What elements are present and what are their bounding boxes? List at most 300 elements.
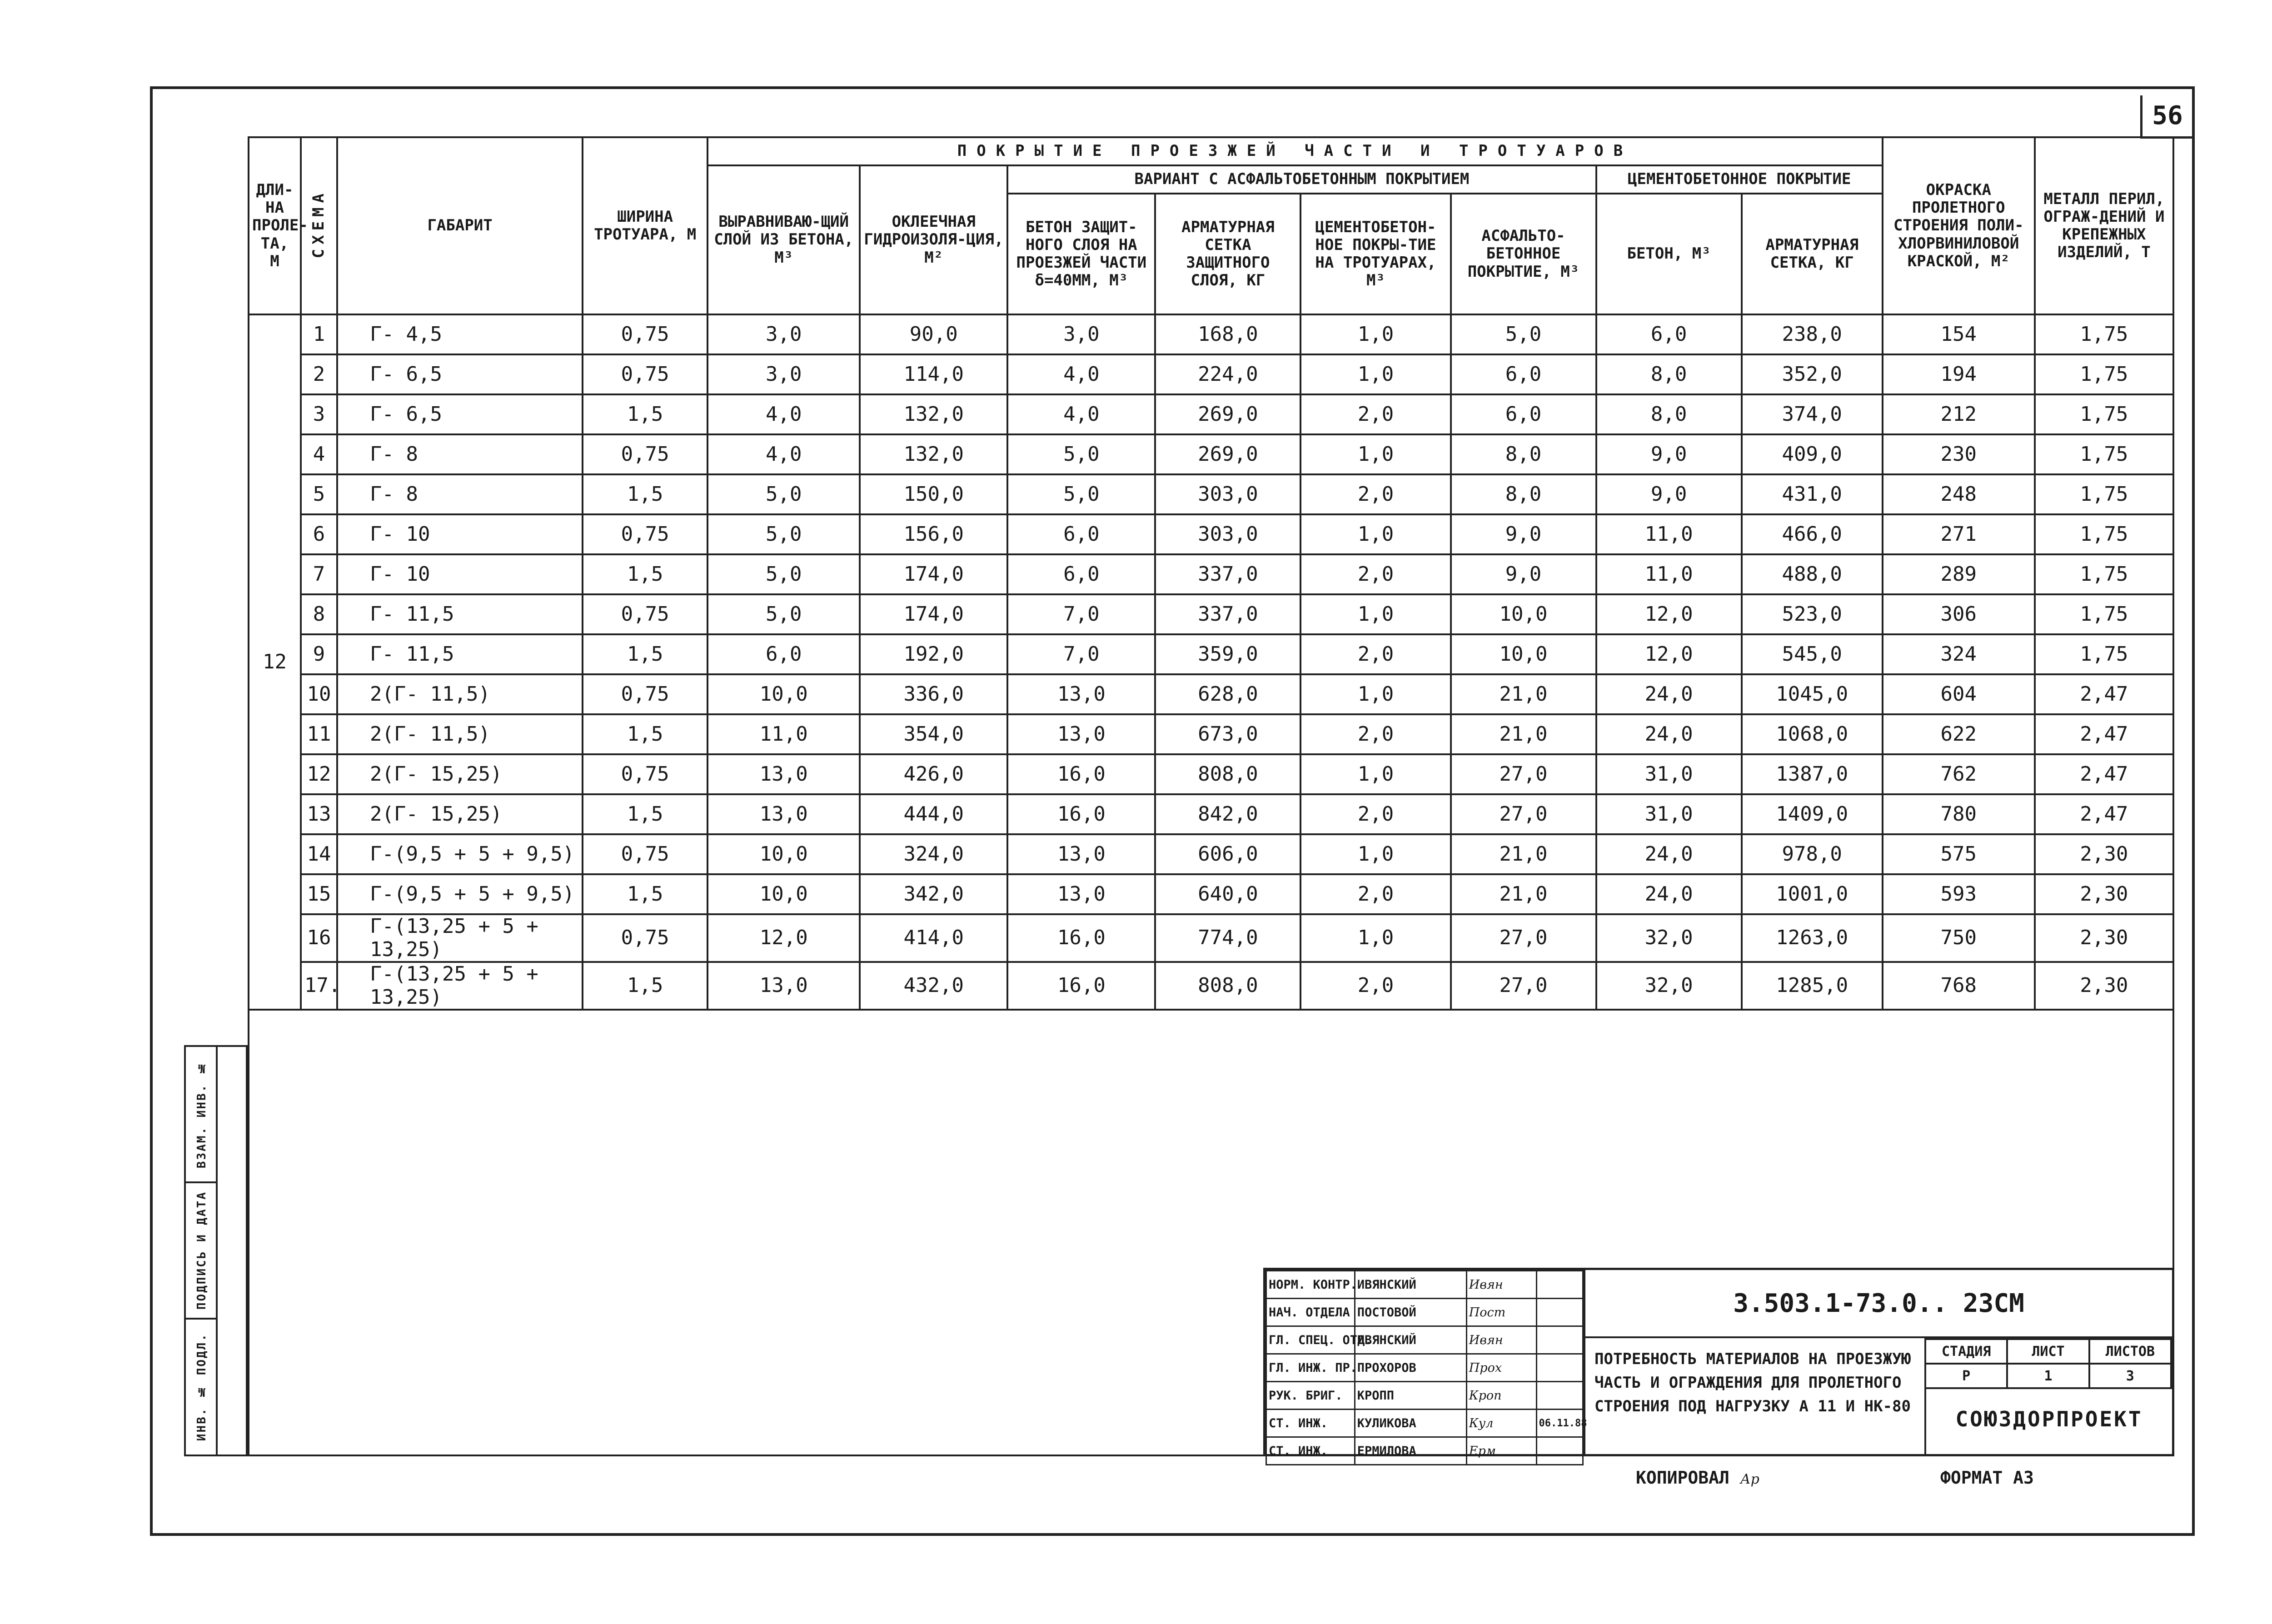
value-cell: 1,5	[583, 874, 708, 914]
approval-signature: Ивян	[1466, 1326, 1536, 1354]
approval-name: КРОПП	[1355, 1382, 1466, 1410]
value-cell: 5,0	[708, 594, 860, 634]
value-cell: 9,0	[1596, 474, 1742, 514]
approval-role: РУК. БРИГ.	[1266, 1382, 1355, 1410]
value-cell: 10,0	[708, 874, 860, 914]
sheet-label: ЛИСТ	[2007, 1339, 2089, 1364]
value-cell: 303,0	[1155, 514, 1300, 554]
value-cell: 409,0	[1742, 434, 1883, 474]
header-coverage-group: ПОКРЫТИЕ ПРОЕЗЖЕЙ ЧАСТИ И ТРОТУАРОВ	[708, 137, 1883, 165]
gabarit-cell: Г- 10	[337, 554, 583, 594]
header-protective-concrete: БЕТОН ЗАЩИТ-НОГО СЛОЯ НА ПРОЕЗЖЕЙ ЧАСТИ δ=40ММ, М³	[1007, 194, 1155, 314]
approval-signature: Ивян	[1466, 1271, 1536, 1299]
value-cell: 1263,0	[1742, 914, 1883, 962]
sheets-value: 3	[2089, 1364, 2171, 1388]
header-waterproofing: ОКЛЕЕЧНАЯ ГИДРОИЗОЛЯ-ЦИЯ, М²	[860, 165, 1007, 314]
row-number: 12	[301, 754, 337, 794]
value-cell: 1,5	[583, 794, 708, 834]
value-cell: 7,0	[1007, 634, 1155, 674]
document-code: 3.503.1-73.0.. 23СМ	[1584, 1270, 2172, 1338]
value-cell: 606,0	[1155, 834, 1300, 874]
value-cell: 593	[1883, 874, 2035, 914]
table-row	[249, 834, 2173, 874]
row-number: 10	[301, 674, 337, 714]
value-cell: 1,5	[583, 962, 708, 1010]
header-painting: ОКРАСКА ПРОЛЕТНОГО СТРОЕНИЯ ПОЛИ-ХЛОРВИНИЛОВОЙ КРАСКОЙ, М²	[1883, 137, 2035, 314]
approval-signature: Кроп	[1466, 1382, 1536, 1410]
table-row	[249, 874, 2173, 914]
value-cell: 269,0	[1155, 434, 1300, 474]
approval-row	[1266, 1382, 1583, 1410]
gabarit-cell: 2(Г- 15,25)	[337, 794, 583, 834]
stamp-cell-inventory: ИНВ. № ПОДЛ.	[195, 1333, 209, 1441]
value-cell: 808,0	[1155, 754, 1300, 794]
value-cell: 13,0	[708, 962, 860, 1010]
value-cell: 13,0	[708, 794, 860, 834]
value-cell: 24,0	[1596, 714, 1742, 754]
value-cell: 5,0	[708, 554, 860, 594]
value-cell: 0,75	[583, 754, 708, 794]
value-cell: 0,75	[583, 314, 708, 354]
value-cell: 16,0	[1007, 754, 1155, 794]
value-cell: 5,0	[1007, 474, 1155, 514]
value-cell: 324,0	[860, 834, 1007, 874]
value-cell: 1,5	[583, 394, 708, 434]
value-cell: 6,0	[1007, 554, 1155, 594]
value-cell: 2,0	[1300, 634, 1450, 674]
value-cell: 1,0	[1300, 914, 1450, 962]
value-cell: 1,0	[1300, 674, 1450, 714]
header-metal: МЕТАЛЛ ПЕРИЛ, ОГРАЖ-ДЕНИЙ И КРЕПЕЖНЫХ ИЗДЕЛИЙ, Т	[2035, 137, 2173, 314]
value-cell: 230	[1883, 434, 2035, 474]
value-cell: 168,0	[1155, 314, 1300, 354]
value-cell: 2,0	[1300, 714, 1450, 754]
value-cell: 5,0	[1007, 434, 1155, 474]
value-cell: 11,0	[1596, 554, 1742, 594]
value-cell: 7,0	[1007, 594, 1155, 634]
header-scheme: СХЕМА	[301, 137, 337, 314]
value-cell: 1409,0	[1742, 794, 1883, 834]
row-number: 3	[301, 394, 337, 434]
approval-name: ПОСТОВОЙ	[1355, 1299, 1466, 1326]
gabarit-cell: Г- 6,5	[337, 394, 583, 434]
approval-date	[1536, 1299, 1583, 1326]
value-cell: 27,0	[1451, 754, 1596, 794]
value-cell: 174,0	[860, 594, 1007, 634]
table-row	[249, 354, 2173, 394]
value-cell: 306	[1883, 594, 2035, 634]
value-cell: 4,0	[708, 434, 860, 474]
table-row	[249, 474, 2173, 514]
value-cell: 0,75	[583, 674, 708, 714]
value-cell: 336,0	[860, 674, 1007, 714]
value-cell: 4,0	[1007, 354, 1155, 394]
value-cell: 1,5	[583, 634, 708, 674]
value-cell: 192,0	[860, 634, 1007, 674]
paper-format: ФОРМАТ А3	[1940, 1468, 2034, 1488]
value-cell: 1,75	[2035, 514, 2173, 554]
value-cell: 8,0	[1596, 354, 1742, 394]
value-cell: 24,0	[1596, 674, 1742, 714]
value-cell: 2,30	[2035, 914, 2173, 962]
row-number: 9	[301, 634, 337, 674]
value-cell: 324	[1883, 634, 2035, 674]
table-row	[249, 514, 2173, 554]
header-sidewalk-width: ШИРИНА ТРОТУАРА, М	[583, 137, 708, 314]
value-cell: 2,0	[1300, 474, 1450, 514]
value-cell: 10,0	[708, 674, 860, 714]
value-cell: 32,0	[1596, 962, 1742, 1010]
value-cell: 978,0	[1742, 834, 1883, 874]
value-cell: 6,0	[708, 634, 860, 674]
approval-signature: Прох	[1466, 1354, 1536, 1382]
value-cell: 0,75	[583, 594, 708, 634]
value-cell: 10,0	[708, 834, 860, 874]
stage-label: СТАДИЯ	[1925, 1339, 2007, 1364]
copied-signature: Ар	[1740, 1471, 1759, 1487]
approval-date	[1536, 1271, 1583, 1299]
value-cell: 12,0	[1596, 634, 1742, 674]
approval-row	[1266, 1437, 1583, 1465]
value-cell: 9,0	[1596, 434, 1742, 474]
organization-name: СОЮЗДОРПРОЕКТ	[1924, 1384, 2172, 1454]
value-cell: 10,0	[1451, 594, 1596, 634]
value-cell: 1,0	[1300, 754, 1450, 794]
value-cell: 16,0	[1007, 794, 1155, 834]
value-cell: 342,0	[860, 874, 1007, 914]
value-cell: 114,0	[860, 354, 1007, 394]
value-cell: 24,0	[1596, 874, 1742, 914]
value-cell: 774,0	[1155, 914, 1300, 962]
row-number: 6	[301, 514, 337, 554]
value-cell: 27,0	[1451, 794, 1596, 834]
table-row	[249, 634, 2173, 674]
value-cell: 224,0	[1155, 354, 1300, 394]
row-number: 13	[301, 794, 337, 834]
approval-role: СТ. ИНЖ.	[1266, 1410, 1355, 1437]
value-cell: 289	[1883, 554, 2035, 594]
row-number: 7	[301, 554, 337, 594]
gabarit-cell: 2(Г- 15,25)	[337, 754, 583, 794]
value-cell: 8,0	[1451, 434, 1596, 474]
value-cell: 27,0	[1451, 962, 1596, 1010]
value-cell: 640,0	[1155, 874, 1300, 914]
span-value: 12	[249, 314, 301, 1010]
value-cell: 1285,0	[1742, 962, 1883, 1010]
table-row	[249, 794, 2173, 834]
gabarit-cell: Г-(13,25 + 5 + 13,25)	[337, 914, 583, 962]
approval-role: СТ. ИНЖ.	[1266, 1437, 1355, 1465]
value-cell: 11,0	[1596, 514, 1742, 554]
value-cell: 0,75	[583, 834, 708, 874]
value-cell: 3,0	[1007, 314, 1155, 354]
value-cell: 2,30	[2035, 874, 2173, 914]
value-cell: 10,0	[1451, 634, 1596, 674]
value-cell: 1,75	[2035, 554, 2173, 594]
approval-signature: Пост	[1466, 1299, 1536, 1326]
value-cell: 21,0	[1451, 714, 1596, 754]
value-cell: 6,0	[1007, 514, 1155, 554]
value-cell: 2,47	[2035, 714, 2173, 754]
value-cell: 808,0	[1155, 962, 1300, 1010]
value-cell: 31,0	[1596, 794, 1742, 834]
approval-date	[1536, 1382, 1583, 1410]
value-cell: 4,0	[708, 394, 860, 434]
stage-table	[1924, 1338, 2172, 1389]
approval-role: НАЧ. ОТДЕЛА	[1266, 1299, 1355, 1326]
gabarit-cell: Г- 11,5	[337, 634, 583, 674]
header-leveling-layer: ВЫРАВНИВАЮ-ЩИЙ СЛОЙ ИЗ БЕТОНА, М³	[708, 165, 860, 314]
row-number: 2	[301, 354, 337, 394]
value-cell: 1,75	[2035, 394, 2173, 434]
gabarit-cell: Г-(9,5 + 5 + 9,5)	[337, 834, 583, 874]
header-cement-sidewalk: ЦЕМЕНТОБЕТОН-НОЕ ПОКРЫ-ТИЕ НА ТРОТУАРАХ, М³	[1300, 194, 1450, 314]
value-cell: 432,0	[860, 962, 1007, 1010]
approval-date	[1536, 1437, 1583, 1465]
value-cell: 2,47	[2035, 794, 2173, 834]
value-cell: 374,0	[1742, 394, 1883, 434]
value-cell: 1068,0	[1742, 714, 1883, 754]
value-cell: 1,5	[583, 474, 708, 514]
value-cell: 1387,0	[1742, 754, 1883, 794]
value-cell: 6,0	[1451, 354, 1596, 394]
value-cell: 132,0	[860, 434, 1007, 474]
approval-role: ГЛ. СПЕЦ. ОТД.	[1266, 1326, 1355, 1354]
value-cell: 194	[1883, 354, 2035, 394]
value-cell: 6,0	[1596, 314, 1742, 354]
approval-role: НОРМ. КОНТР.	[1266, 1271, 1355, 1299]
header-asphalt-variant: ВАРИАНТ С АСФАЛЬТОБЕТОННЫМ ПОКРЫТИЕМ	[1007, 165, 1596, 194]
value-cell: 1,0	[1300, 314, 1450, 354]
table-row	[249, 394, 2173, 434]
value-cell: 132,0	[860, 394, 1007, 434]
copied-by	[1636, 1468, 1759, 1488]
approval-signature: Ерм	[1466, 1437, 1536, 1465]
stamp-cell-replacement: ВЗАМ. ИНВ. №	[186, 1047, 218, 1183]
row-number: 5	[301, 474, 337, 514]
value-cell: 444,0	[860, 794, 1007, 834]
row-number: 4	[301, 434, 337, 474]
row-number: 14	[301, 834, 337, 874]
value-cell: 545,0	[1742, 634, 1883, 674]
value-cell: 24,0	[1596, 834, 1742, 874]
gabarit-cell: Г- 4,5	[337, 314, 583, 354]
value-cell: 352,0	[1742, 354, 1883, 394]
value-cell: 16,0	[1007, 914, 1155, 962]
approval-name: ИВЯНСКИЙ	[1355, 1326, 1466, 1354]
value-cell: 2,47	[2035, 754, 2173, 794]
value-cell: 622	[1883, 714, 2035, 754]
value-cell: 1,75	[2035, 474, 2173, 514]
approval-name: ИВЯНСКИЙ	[1355, 1271, 1466, 1299]
row-number: 8	[301, 594, 337, 634]
value-cell: 628,0	[1155, 674, 1300, 714]
value-cell: 5,0	[1451, 314, 1596, 354]
value-cell: 2,0	[1300, 962, 1450, 1010]
gabarit-cell: Г- 10	[337, 514, 583, 554]
approval-row	[1266, 1326, 1583, 1354]
value-cell: 604	[1883, 674, 2035, 714]
gabarit-cell: Г- 8	[337, 474, 583, 514]
approvals-table	[1266, 1270, 1587, 1465]
gabarit-cell: Г- 11,5	[337, 594, 583, 634]
value-cell: 156,0	[860, 514, 1007, 554]
gabarit-cell: Г-(9,5 + 5 + 9,5)	[337, 874, 583, 914]
value-cell: 414,0	[860, 914, 1007, 962]
gabarit-cell: 2(Г- 11,5)	[337, 714, 583, 754]
approval-date	[1536, 1326, 1583, 1354]
value-cell: 2,30	[2035, 834, 2173, 874]
approval-role: ГЛ. ИНЖ. ПР.	[1266, 1354, 1355, 1382]
table-row	[249, 434, 2173, 474]
sheets-label: ЛИСТОВ	[2089, 1339, 2171, 1364]
value-cell: 1,75	[2035, 634, 2173, 674]
document-description: ПОТРЕБНОСТЬ МАТЕРИАЛОВ НА ПРОЕЗЖУЮ ЧАСТЬ И ОГРАЖДЕНИЯ ДЛЯ ПРОЛЕТНОГО СТРОЕНИЯ ПОД НАГРУЗКУ А 11 И НК-80	[1584, 1338, 1924, 1454]
approval-row	[1266, 1271, 1583, 1299]
title-block	[1263, 1268, 2174, 1456]
value-cell: 13,0	[1007, 874, 1155, 914]
value-cell: 0,75	[583, 914, 708, 962]
row-number: 16	[301, 914, 337, 962]
value-cell: 303,0	[1155, 474, 1300, 514]
value-cell: 269,0	[1155, 394, 1300, 434]
value-cell: 5,0	[708, 474, 860, 514]
header-protective-mesh: АРМАТУРНАЯ СЕТКА ЗАЩИТНОГО СЛОЯ, КГ	[1155, 194, 1300, 314]
value-cell: 1,75	[2035, 434, 2173, 474]
table-row	[249, 674, 2173, 714]
value-cell: 21,0	[1451, 834, 1596, 874]
header-span-length: ДЛИ-НА ПРОЛЕ-ТА, М	[249, 137, 301, 314]
approval-date	[1536, 1354, 1583, 1382]
value-cell: 575	[1883, 834, 2035, 874]
gabarit-cell: Г- 8	[337, 434, 583, 474]
value-cell: 1,0	[1300, 354, 1450, 394]
approval-signature: Кул	[1466, 1410, 1536, 1437]
value-cell: 13,0	[1007, 834, 1155, 874]
value-cell: 1,75	[2035, 314, 2173, 354]
gabarit-cell: Г-(13,25 + 5 + 13,25)	[337, 962, 583, 1010]
header-mesh: АРМАТУРНАЯ СЕТКА, КГ	[1742, 194, 1883, 314]
value-cell: 1,0	[1300, 594, 1450, 634]
value-cell: 8,0	[1596, 394, 1742, 434]
value-cell: 5,0	[708, 514, 860, 554]
value-cell: 780	[1883, 794, 2035, 834]
value-cell: 466,0	[1742, 514, 1883, 554]
approval-name: ПРОХОРОВ	[1355, 1354, 1466, 1382]
value-cell: 90,0	[860, 314, 1007, 354]
approval-row	[1266, 1410, 1583, 1437]
header-gabarit: ГАБАРИТ	[337, 137, 583, 314]
page-number: 56	[2140, 95, 2192, 139]
approval-row	[1266, 1354, 1583, 1382]
value-cell: 32,0	[1596, 914, 1742, 962]
table-row	[249, 554, 2173, 594]
side-stamp	[184, 1045, 248, 1456]
value-cell: 2,0	[1300, 874, 1450, 914]
value-cell: 488,0	[1742, 554, 1883, 594]
value-cell: 1,75	[2035, 594, 2173, 634]
approval-name: КУЛИКОВА	[1355, 1410, 1466, 1437]
value-cell: 1045,0	[1742, 674, 1883, 714]
table-row	[249, 714, 2173, 754]
row-number: 17.	[301, 962, 337, 1010]
value-cell: 1,0	[1300, 514, 1450, 554]
value-cell: 359,0	[1155, 634, 1300, 674]
value-cell: 2,47	[2035, 674, 2173, 714]
value-cell: 1,5	[583, 554, 708, 594]
value-cell: 2,30	[2035, 962, 2173, 1010]
value-cell: 150,0	[860, 474, 1007, 514]
header-cement-group: ЦЕМЕНТОБЕТОННОЕ ПОКРЫТИЕ	[1596, 165, 1883, 194]
value-cell: 337,0	[1155, 594, 1300, 634]
value-cell: 27,0	[1451, 914, 1596, 962]
value-cell: 8,0	[1451, 474, 1596, 514]
stage-value: Р	[1925, 1364, 2007, 1388]
table-row	[249, 914, 2173, 962]
value-cell: 1,75	[2035, 354, 2173, 394]
side-stamp-label-column	[186, 1047, 218, 1455]
value-cell: 431,0	[1742, 474, 1883, 514]
value-cell: 0,75	[583, 514, 708, 554]
gabarit-cell: 2(Г- 11,5)	[337, 674, 583, 714]
value-cell: 9,0	[1451, 514, 1596, 554]
materials-table	[248, 136, 2174, 1011]
stamp-cell-signature-date: ПОДПИСЬ И ДАТА	[186, 1183, 218, 1320]
value-cell: 523,0	[1742, 594, 1883, 634]
value-cell: 11,0	[708, 714, 860, 754]
value-cell: 842,0	[1155, 794, 1300, 834]
value-cell: 2,0	[1300, 394, 1450, 434]
value-cell: 1001,0	[1742, 874, 1883, 914]
value-cell: 238,0	[1742, 314, 1883, 354]
value-cell: 4,0	[1007, 394, 1155, 434]
value-cell: 13,0	[1007, 714, 1155, 754]
value-cell: 1,0	[1300, 834, 1450, 874]
value-cell: 1,0	[1300, 434, 1450, 474]
header-asphalt-cover: АСФАЛЬТО-БЕТОННОЕ ПОКРЫТИЕ, М³	[1451, 194, 1596, 314]
sheet-value: 1	[2007, 1364, 2089, 1388]
value-cell: 673,0	[1155, 714, 1300, 754]
value-cell: 9,0	[1451, 554, 1596, 594]
value-cell: 154	[1883, 314, 2035, 354]
value-cell: 12,0	[1596, 594, 1742, 634]
value-cell: 337,0	[1155, 554, 1300, 594]
value-cell: 1,5	[583, 714, 708, 754]
value-cell: 13,0	[708, 754, 860, 794]
value-cell: 16,0	[1007, 962, 1155, 1010]
value-cell: 212	[1883, 394, 2035, 434]
value-cell: 174,0	[860, 554, 1007, 594]
value-cell: 31,0	[1596, 754, 1742, 794]
value-cell: 768	[1883, 962, 2035, 1010]
row-number: 11	[301, 714, 337, 754]
gabarit-cell: Г- 6,5	[337, 354, 583, 394]
value-cell: 0,75	[583, 354, 708, 394]
value-cell: 750	[1883, 914, 2035, 962]
value-cell: 13,0	[1007, 674, 1155, 714]
value-cell: 3,0	[708, 354, 860, 394]
approval-date: 06.11.88	[1536, 1410, 1583, 1437]
value-cell: 21,0	[1451, 674, 1596, 714]
value-cell: 2,0	[1300, 554, 1450, 594]
value-cell: 0,75	[583, 434, 708, 474]
value-cell: 2,0	[1300, 794, 1450, 834]
value-cell: 271	[1883, 514, 2035, 554]
table-row	[249, 314, 2173, 354]
header-concrete: БЕТОН, М³	[1596, 194, 1742, 314]
row-number: 1	[301, 314, 337, 354]
value-cell: 248	[1883, 474, 2035, 514]
